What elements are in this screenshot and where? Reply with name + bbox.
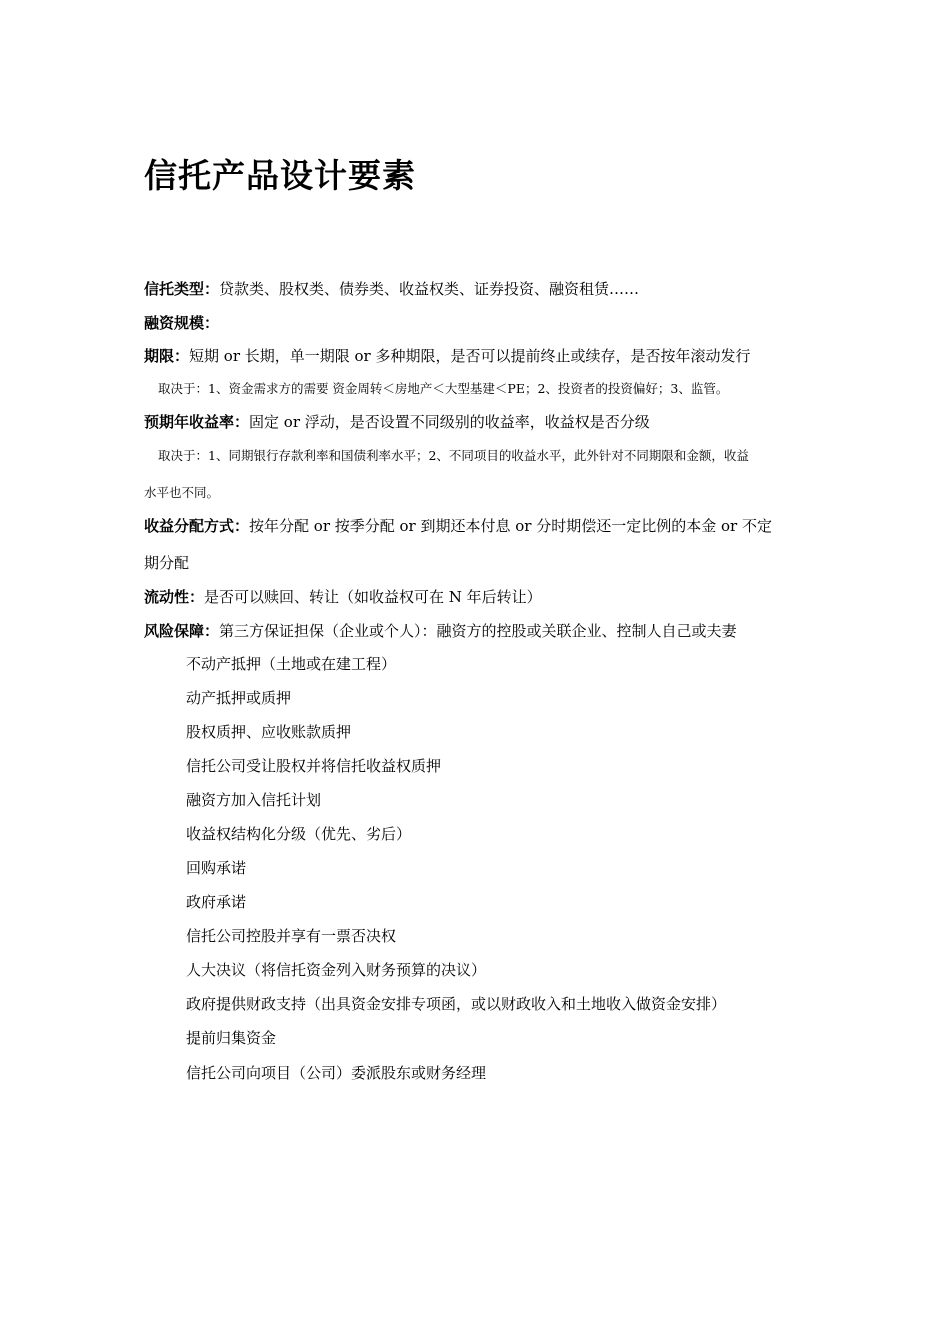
risk-item: 收益权结构化分级（优先、劣后） bbox=[186, 825, 412, 843]
liquidity-line bbox=[144, 586, 812, 608]
risk-line bbox=[144, 620, 812, 642]
risk-item: 提前归集资金 bbox=[186, 1029, 277, 1047]
liquidity-label: 流动性： bbox=[144, 588, 205, 606]
trust-type-line bbox=[144, 278, 812, 300]
document-title: 信托产品设计要素 bbox=[144, 156, 416, 195]
distribution-label: 收益分配方式： bbox=[144, 517, 250, 535]
risk-item: 信托公司向项目（公司）委派股东或财务经理 bbox=[186, 1064, 487, 1082]
term-text: 短期 or 长期，单一期限 or 多种期限，是否可以提前终止或续存，是否按年滚动发行 bbox=[189, 347, 751, 365]
risk-item: 信托公司受让股权并将信托收益权质押 bbox=[186, 757, 442, 775]
term-note: 取决于：1、资金需求方的需要 资金周转＜房地产＜大型基建＜PE；2、投资者的投资偏好；3、监管。 bbox=[158, 381, 729, 396]
risk-text: 第三方保证担保（企业或个人）：融资方的控股或关联企业、控制人自己或夫妻 bbox=[219, 622, 737, 640]
distribution-text-line-2: 期分配 bbox=[144, 554, 190, 572]
risk-item: 信托公司控股并享有一票否决权 bbox=[186, 927, 397, 945]
distribution-text: 按年分配 or 按季分配 or 到期还本付息 or 分时期偿还一定比例的本金 or 不定 bbox=[249, 517, 772, 535]
yield-note-line-1: 取决于：1、同期银行存款利率和国债利率水平；2、不同项目的收益水平，此外针对不同期限和金额，收益 bbox=[158, 448, 749, 463]
risk-label: 风险保障： bbox=[144, 622, 220, 640]
financing-scale-label: 融资规模： bbox=[144, 314, 220, 332]
risk-item: 回购承诺 bbox=[186, 859, 247, 877]
risk-item: 不动产抵押（土地或在建工程） bbox=[186, 655, 397, 673]
risk-item: 政府提供财政支持（出具资金安排专项函，或以财政收入和土地收入做资金安排） bbox=[186, 995, 727, 1013]
yield-note-line-2: 水平也不同。 bbox=[144, 485, 220, 500]
risk-item: 动产抵押或质押 bbox=[186, 689, 292, 707]
risk-item: 股权质押、应收账款质押 bbox=[186, 723, 352, 741]
term-label: 期限： bbox=[144, 347, 190, 365]
financing-scale-line bbox=[144, 312, 812, 334]
yield-text: 固定 or 浮动，是否设置不同级别的收益率，收益权是否分级 bbox=[249, 413, 650, 431]
trust-type-label: 信托类型： bbox=[144, 280, 220, 298]
risk-item: 政府承诺 bbox=[186, 893, 247, 911]
liquidity-text: 是否可以赎回、转让（如收益权可在 N 年后转让） bbox=[204, 588, 542, 606]
risk-item: 融资方加入信托计划 bbox=[186, 791, 322, 809]
yield-line bbox=[144, 411, 812, 433]
risk-item: 人大决议（将信托资金列入财务预算的决议） bbox=[186, 961, 487, 979]
term-line bbox=[144, 345, 812, 367]
yield-label: 预期年收益率： bbox=[144, 413, 250, 431]
trust-type-text: 贷款类、股权类、债券类、收益权类、证券投资、融资租赁…… bbox=[219, 280, 640, 298]
distribution-line bbox=[144, 515, 812, 537]
